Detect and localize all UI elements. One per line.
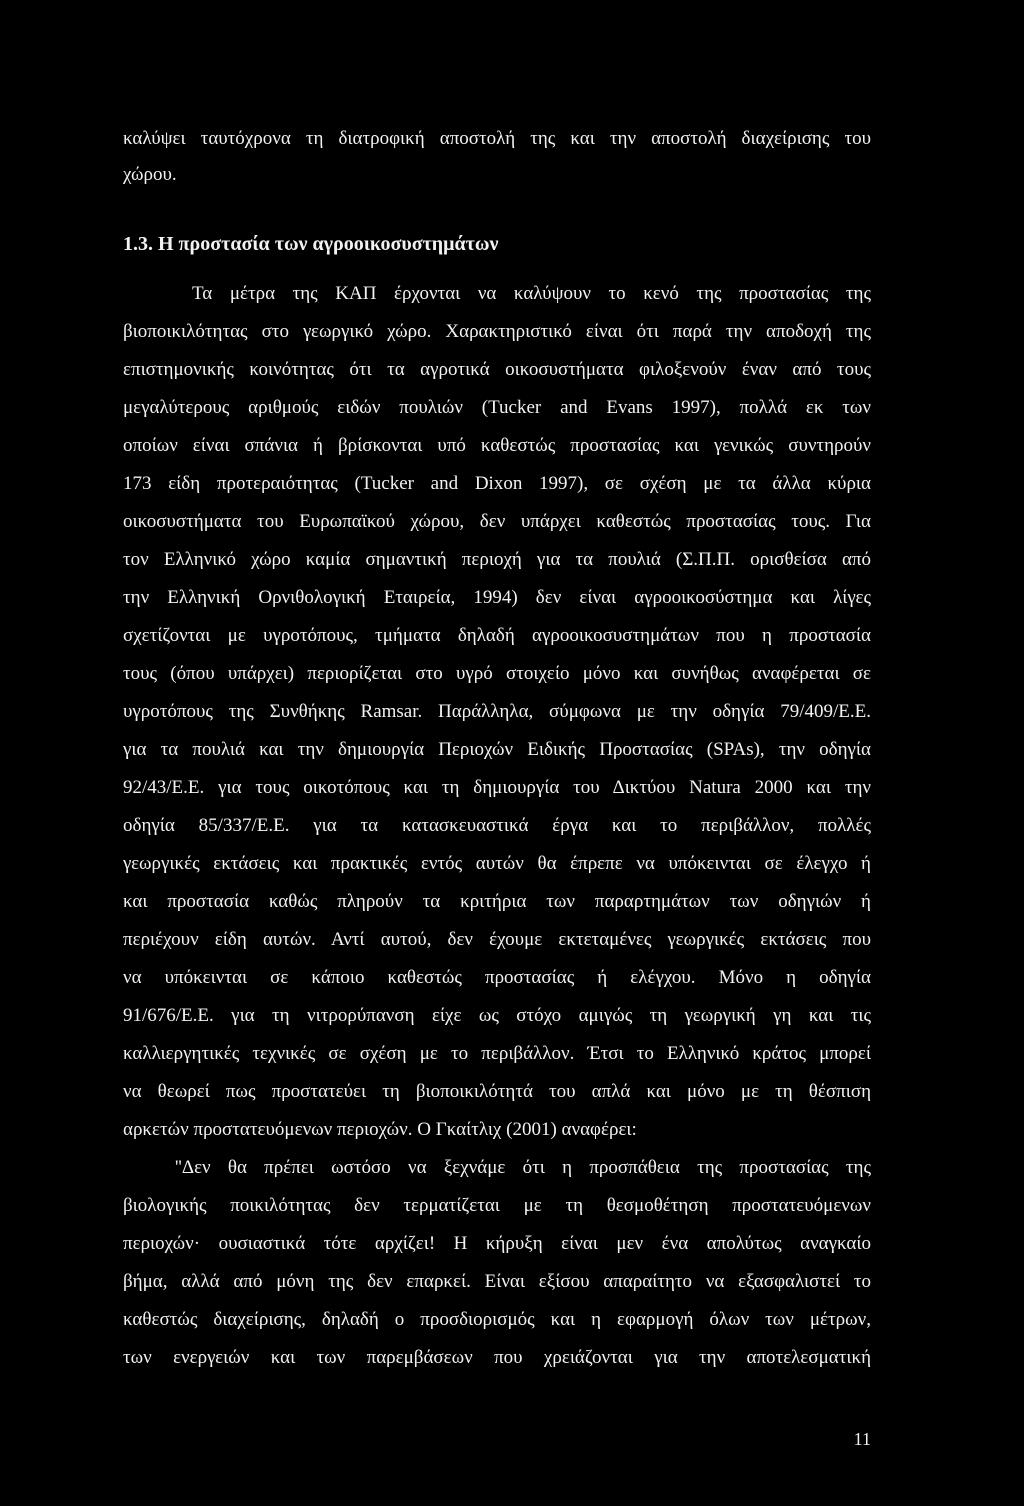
- body-text-line: βιοποικιλότητας στο γεωργικό χώρο. Χαρακτηριστικό είναι ότι παρά την αποδοχή της: [123, 321, 871, 342]
- body-text-line: οδηγία 85/337/Ε.Ε. για τα κατασκευαστικά έργα και το περιβάλλον, πολλές: [123, 815, 871, 836]
- body-text-line: οικοσυστήματα του Ευρωπαϊκού χώρου, δεν υπάρχει καθεστώς προστασίας τους. Για: [123, 511, 871, 532]
- body-text-line: να υπόκεινται σε κάποιο καθεστώς προστασίας ή ελέγχου. Μόνο η οδηγία: [123, 967, 871, 988]
- body-text-line: Τα μέτρα της ΚΑΠ έρχονται να καλύψουν το κενό της προστασίας της: [192, 283, 871, 304]
- section-heading: 1.3. Η προστασία των αγροοικοσυστημάτων: [123, 233, 499, 255]
- quote-line: βήμα, αλλά από μόνη της δεν επαρκεί. Είναι εξίσου απαραίτητο να εξασφαλιστεί το: [123, 1271, 871, 1292]
- body-text-line: και προστασία καθώς πληρούν τα κριτήρια των παραρτημάτων των οδηγιών ή: [123, 891, 871, 912]
- body-text-line: γεωργικές εκτάσεις και πρακτικές εντός αυτών θα έπρεπε να υπόκεινται σε έλεγχο ή: [123, 853, 871, 874]
- body-text-line: υγροτόπους της Συνθήκης Ramsar. Παράλληλα, σύμφωνα με την οδηγία 79/409/Ε.Ε.: [123, 701, 871, 722]
- body-text-line: χώρου.: [123, 164, 177, 185]
- quote-line: καθεστώς διαχείρισης, δηλαδή ο προσδιορισμός και η εφαρμογή όλων των μέτρων,: [123, 1309, 871, 1330]
- body-text-line: επιστημονικής κοινότητας ότι τα αγροτικά οικοσυστήματα φιλοξενούν έναν από τους: [123, 359, 871, 380]
- body-text-line: αρκετών προστατευόμενων περιοχών. Ο Γκαίτλιχ (2001) αναφέρει:: [123, 1119, 637, 1140]
- body-text-line: την Ελληνική Ορνιθολογική Εταιρεία, 1994) δεν είναι αγροοικοσύστημα και λίγες: [123, 587, 871, 608]
- body-text-line: 92/43/Ε.Ε. για τους οικοτόπους και τη δημιουργία του Δικτύου Natura 2000 και την: [123, 777, 871, 798]
- body-text-line: τους (όπου υπάρχει) περιορίζεται στο υγρό στοιχείο μόνο και συνήθως αναφέρεται σε: [123, 663, 871, 684]
- quote-line: των ενεργειών και των παρεμβάσεων που χρειάζονται για την αποτελεσματική: [123, 1347, 871, 1368]
- body-text-line: για τα πουλιά και την δημιουργία Περιοχών Ειδικής Προστασίας (SPAs), την οδηγία: [123, 739, 871, 760]
- body-text-line: οποίων είναι σπάνια ή βρίσκονται υπό καθεστώς προστασίας και γενικώς συντηρούν: [123, 435, 871, 456]
- body-text-line: μεγαλύτερους αριθμούς ειδών πουλιών (Tucker and Evans 1997), πολλά εκ των: [123, 397, 871, 418]
- body-text-line: καλύψει ταυτόχρονα τη διατροφική αποστολή της και την αποστολή διαχείρισης του: [123, 128, 871, 149]
- quote-line: ''Δεν θα πρέπει ωστόσο να ξεχνάμε ότι η προσπάθεια της προστασίας της: [175, 1157, 871, 1178]
- page-number: 11: [853, 1429, 871, 1449]
- body-text-line: καλλιεργητικές τεχνικές σε σχέση με το περιβάλλον. Έτσι το Ελληνικό κράτος μπορεί: [123, 1043, 871, 1064]
- body-text-line: τον Ελληνικό χώρο καμία σημαντική περιοχή για τα πουλιά (Σ.Π.Π. ορισθείσα από: [123, 549, 871, 570]
- body-text-line: περιέχουν είδη αυτών. Αντί αυτού, δεν έχουμε εκτεταμένες γεωργικές εκτάσεις που: [123, 929, 871, 950]
- quote-line: περιοχών· ουσιαστικά τότε αρχίζει! Η κήρυξη είναι μεν ένα απολύτως αναγκαίο: [123, 1233, 871, 1254]
- body-text-line: να θεωρεί πως προστατεύει τη βιοποικιλότητά του απλά και μόνο με τη θέσπιση: [123, 1081, 871, 1102]
- body-text-line: 91/676/Ε.Ε. για τη νιτρορύπανση είχε ως στόχο αμιγώς τη γεωργική γη και τις: [123, 1005, 871, 1026]
- quote-line: βιολογικής ποικιλότητας δεν τερματίζεται με τη θεσμοθέτηση προστατευόμενων: [123, 1195, 871, 1216]
- body-text-line: σχετίζονται με υγροτόπους, τμήματα δηλαδή αγροοικοσυστημάτων που η προστασία: [123, 625, 871, 646]
- body-text-line: 173 είδη προτεραιότητας (Tucker and Dixon 1997), σε σχέση με τα άλλα κύρια: [123, 473, 871, 494]
